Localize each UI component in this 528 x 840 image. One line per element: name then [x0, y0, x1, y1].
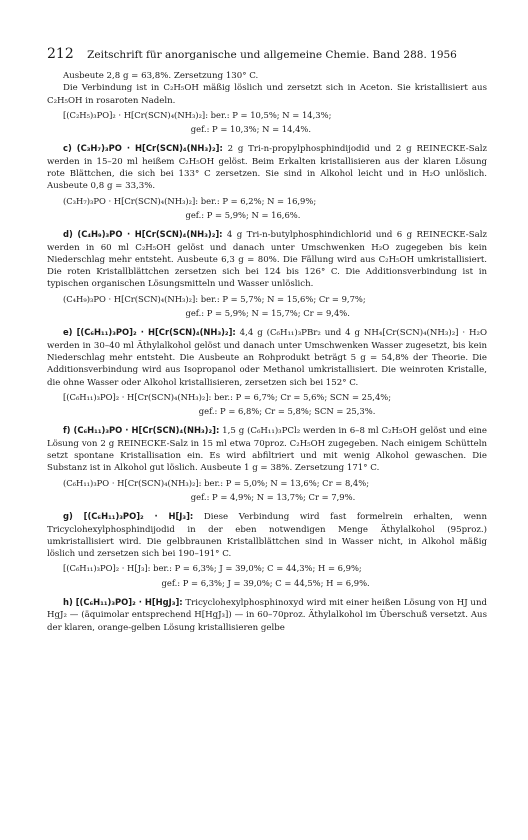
page-number: 212 [47, 46, 74, 62]
section-heading: c) (C₃H₇)₃PO · H[Cr(SCN)₄(NH₃)₂]: [63, 143, 223, 154]
section-text: 4,4 g (C₆H₁₁)₃PBr₂ und 4 g NH₄[Cr(SCN)₄(NH₃)₂] · H₂O werden in 30–40 ml Äthylalkohol gelöst und danach unter Umschwenken Wasser zugesetzt, bis kein Niederschlag mehr entsteht. Die Ausbeute an Rohprodukt beträgt 5 g = 54,8% der Theorie. Die Additionsverbindung wird aus Isopropanol oder Methanol umkristallisiert. Die weinroten Kristalle, die ohne Wasser oder Alkohol kristallisieren, zersetzen sich bei 152° C. [47, 328, 487, 388]
section-heading: d) (C₄H₉)₃PO · H[Cr(SCN)₄(NH₃)₂]: [63, 229, 223, 240]
analysis-line: gef.: P = 10,3%; N = 14,4%. [63, 124, 312, 135]
section-heading: g) [(C₆H₁₁)₃PO]₂ · H[J₃]: [63, 511, 194, 522]
analysis-line: (C₃H₇)₃PO · H[Cr(SCN)₄(NH₃)₂]: ber.: P = 6,2%; N = 16,9%; [63, 195, 317, 206]
section-text: 4 g Tri-n-butylphosphindichlorid und 6 g REINECKE-Salz werden in 60 ml C₂H₅OH gelöst und danach unter Umschwenken H₂O zugegeben bis kein Niederschlag mehr entsteht. Ausbeute 6,3 g = 80%. Die Fällung wird aus C₂H₅OH umkristallisiert. Die roten Kristallblättchen zersetzen sich bei 124 bis 126° C. Die Additionsverbindung ist in typischen organischen Lösungsmitteln und Wasser unlöslich. [47, 230, 487, 290]
section-heading: e) [(C₆H₁₁)₃PO]₂ · H[Cr(SCN)₄(NH₃)₂]: [63, 327, 236, 338]
section-text: 2 g Tri-n-propylphosphindijodid und 2 g REINECKE-Salz werden in 15–20 ml heißem C₂H₅OH gelöst. Beim Erkalten kristallisieren aus der klaren Lösung rote Blättchen, die sich bei 133° C zersetzen. Sie sind in Alkohol leicht und in H₂O unlöslich. Ausbeute 0,8 g = 33,3%. [47, 144, 488, 192]
section-g [47, 510, 487, 560]
running-title: Zeitschrift für anorganische und allgemeine Chemie. Band 288. 1956 [87, 49, 457, 61]
analysis-line: gef.: P = 6,3%; J = 39,0%; C = 44,5%; H = 6,9%. [63, 577, 370, 588]
section-d [47, 228, 487, 290]
analysis-line: gef.: P = 5,9%; N = 15,7%; Cr = 9,4%. [63, 308, 350, 319]
analysis-line: [(C₆H₁₁)₃PO]₂ · H[Cr(SCN)₄(NH₃)₂]: ber.: P = 6,7%; Cr = 5,6%; SCN = 25,4%; [63, 391, 392, 402]
section-heading: f) (C₆H₁₁)₃PO · H[Cr(SCN)₄(NH₃)₂]: [63, 425, 220, 436]
section-e [47, 326, 487, 388]
section-c [47, 142, 487, 192]
analysis-line: gef.: P = 5,9%; N = 16,6%. [63, 209, 301, 220]
analysis-line: gef.: P = 6,8%; Cr = 5,8%; SCN = 25,3%. [63, 406, 376, 417]
analysis-line: gef.: P = 4,9%; N = 13,7%; Cr = 7,9%. [63, 491, 356, 502]
section-text: 1,5 g (C₆H₁₁)₃PCl₂ werden in 6–8 ml C₂H₅OH gelöst und eine Lösung von 2 g REINECKE-Salz in 15 ml etwa 70proz. C₂H₅OH zugegeben. Nach einigem Schütteln setzt spontane Kristallisation ein. Es wird abfiltriert und mit wenig Alkohol gewaschen. Die Substanz ist in Alkohol gut löslich. Ausbeute 1 g = 38%. Zersetzung 171° C. [47, 426, 487, 474]
analysis-line: (C₆H₁₁)₃PO · H[Cr(SCN)₄(NH₃)₂]: ber.: P = 5,0%; N = 13,6%; Cr = 8,4%; [63, 477, 370, 488]
analysis-line: (C₄H₉)₃PO · H[Cr(SCN)₄(NH₃)₂]: ber.: P = 5,7%; N = 15,6%; Cr = 9,7%; [63, 293, 366, 304]
running-header [47, 46, 487, 62]
analysis-line: [(C₂H₅)₃PO]₂ · H[Cr(SCN)₄(NH₃)₂]: ber.: P = 10,5%; N = 14,3%; [63, 109, 332, 120]
paragraph: Ausbeute 2,8 g = 63,8%. Zersetzung 130° C. [63, 71, 259, 81]
paragraph: Die Verbindung ist in C₂H₅OH mäßig löslich und zersetzt sich in Aceton. Sie kristallisiert aus C₂H₅OH in rosaroten Nadeln. [47, 83, 487, 106]
analysis-line: [(C₆H₁₁)₃PO]₂ · H[J₃]: ber.: P = 6,3%; J = 39,0%; C = 44,3%; H = 6,9%; [63, 563, 362, 574]
section-h [47, 596, 487, 634]
section-text: Diese Verbindung wird fast formelrein erhalten, wenn Tricyclohexylphosphindijodid in der eben notwendigen Menge Äthylalkohol (95proz.) umkristallisiert wird. Die gelbbraunen Kristallblättchen sind in Wasser nicht, in Alkohol mäßig löslich und zersetzen sich bei 190–191° C. [47, 512, 488, 560]
section-text: Tricyclohexylphosphinoxyd wird mit einer heißen Lösung von HJ und HgJ₂ — (äquimolar entsprechend H[HgJ₃]) — in 60–70proz. Äthylalkohol im Überschuß versetzt. Aus der klaren, orange-gelben Lösung kristallisieren gelbe [47, 597, 487, 633]
section-heading: h) [(C₆H₁₁)₃PO]₂ · H[HgJ₃]: [63, 596, 183, 607]
section-f [47, 424, 487, 474]
article-body [47, 70, 487, 634]
